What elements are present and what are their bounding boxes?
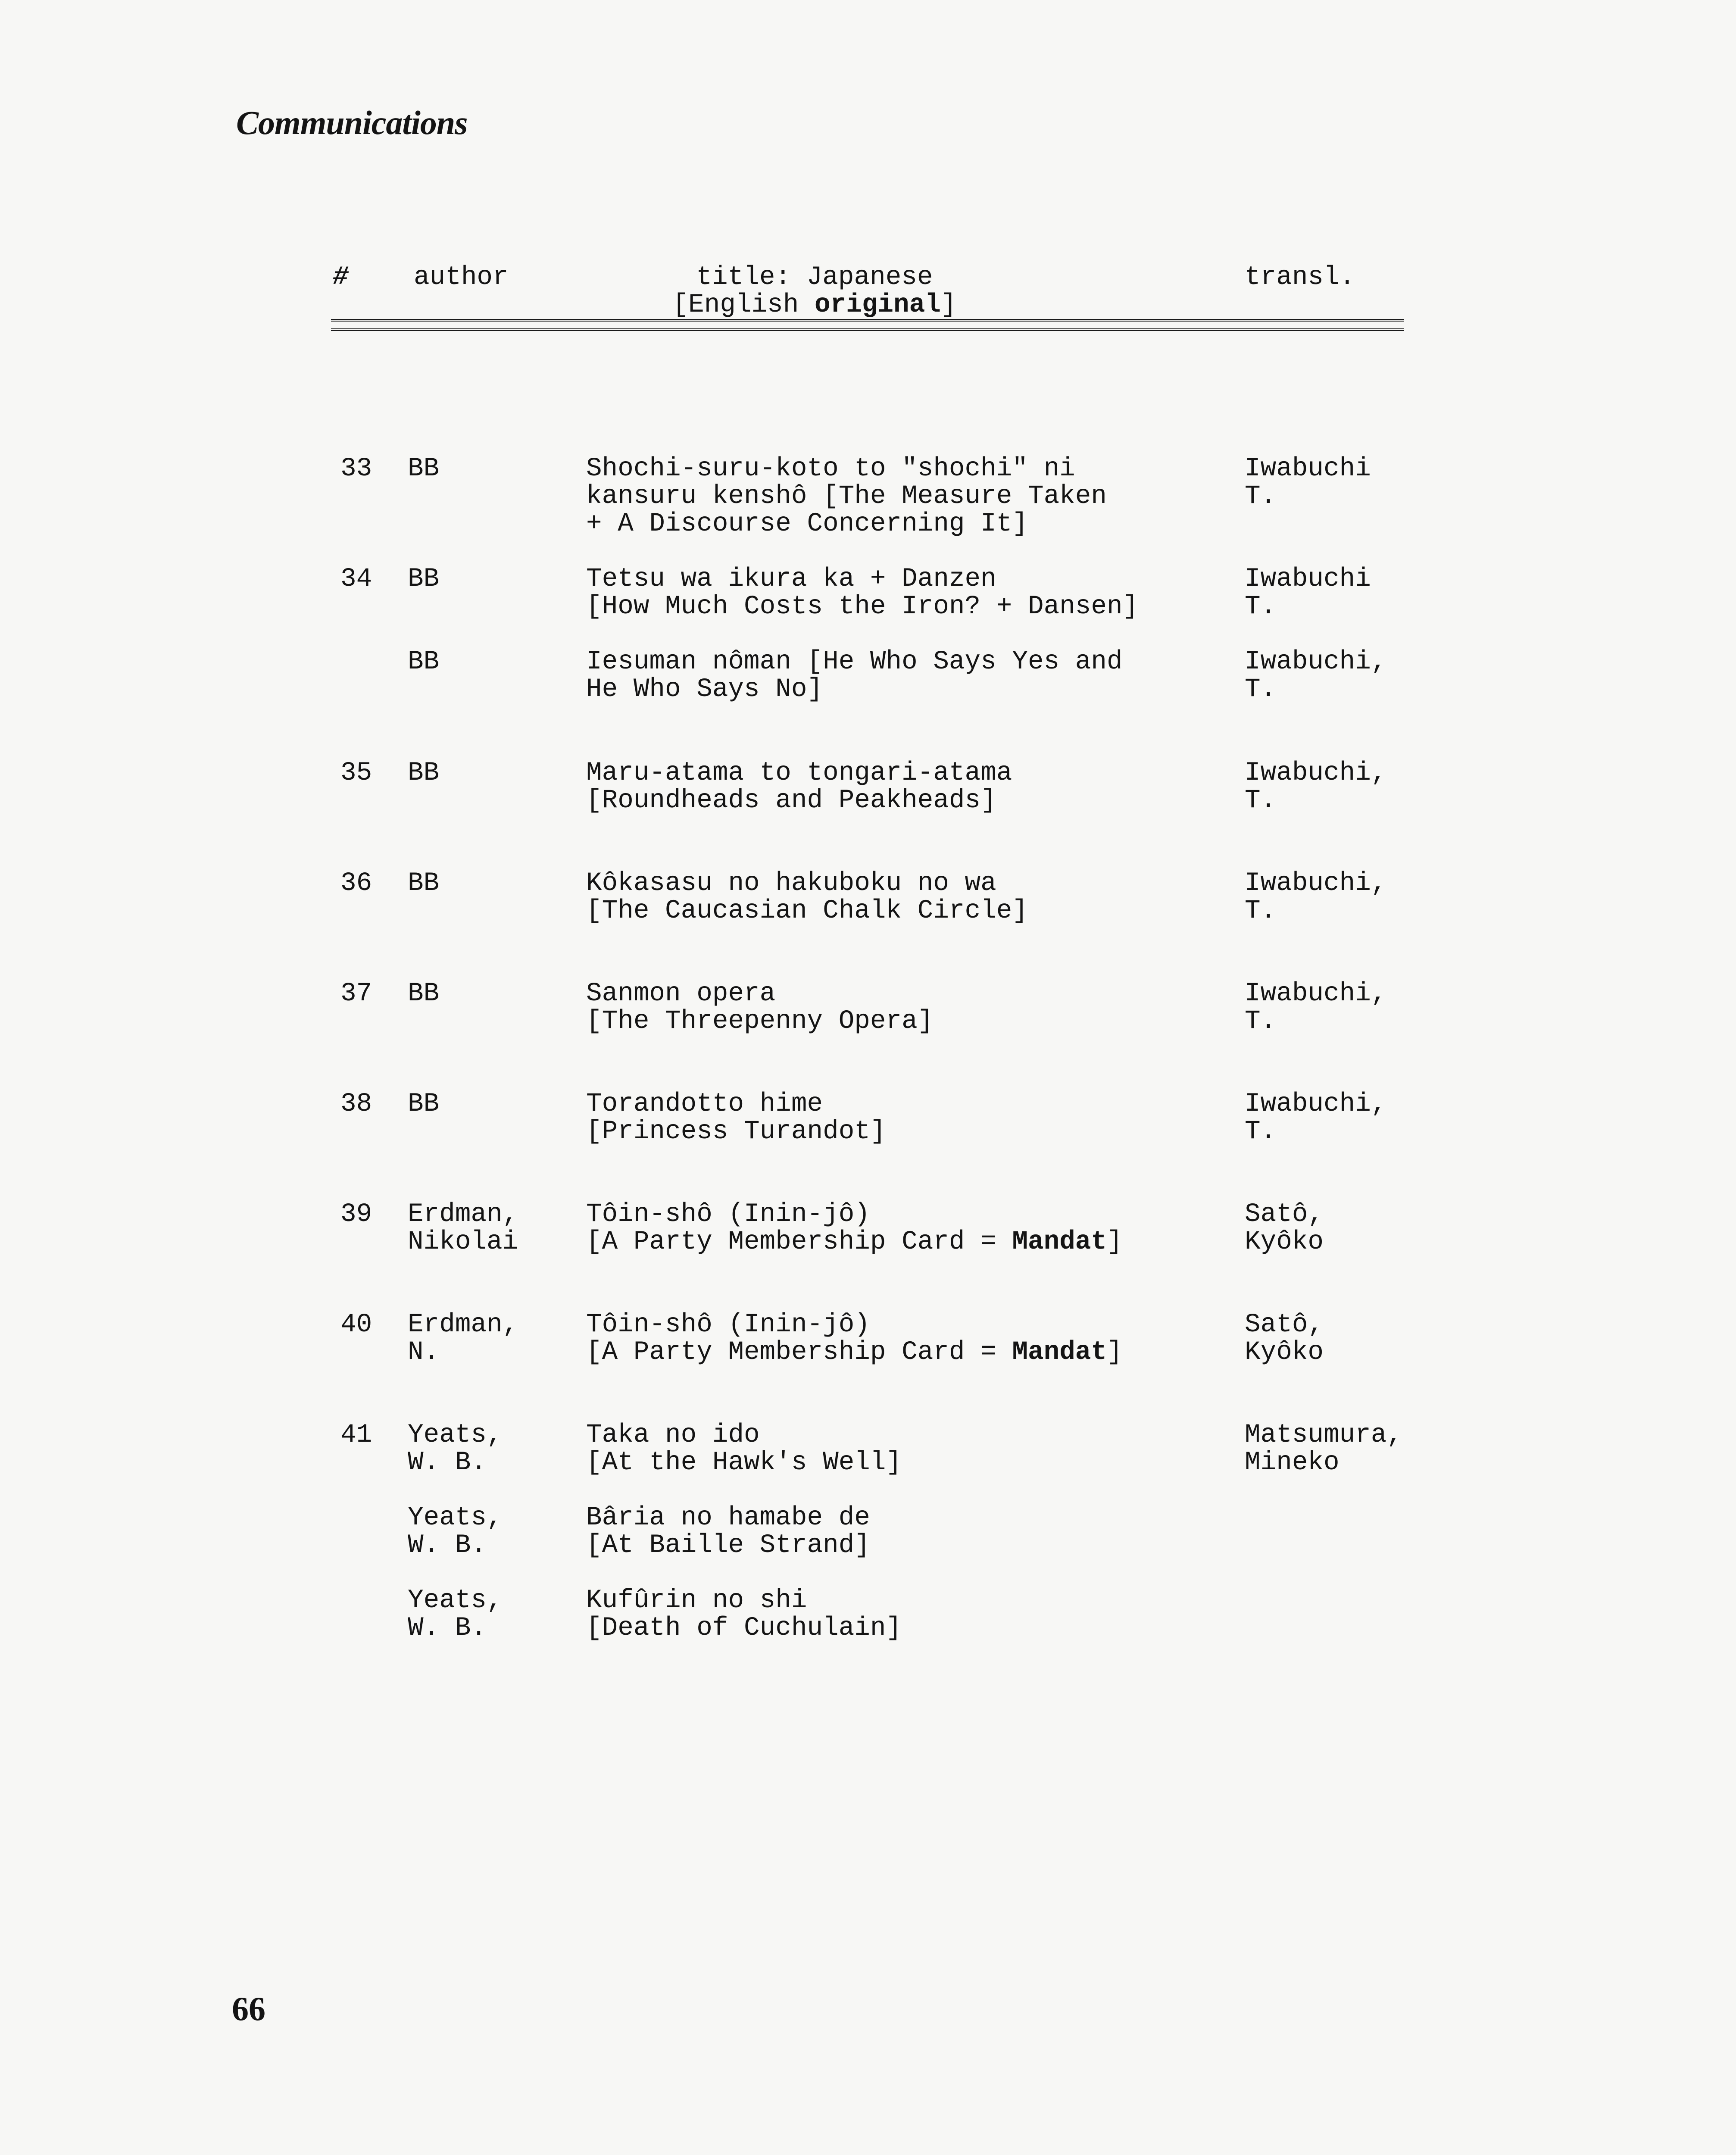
entry-author — [408, 565, 439, 593]
entry-title — [586, 455, 1107, 538]
table-row — [0, 565, 1736, 626]
column-header-translator: transl. — [1245, 262, 1355, 292]
entry-title-line2: kansuru kenshô [The Measure Taken — [586, 481, 1107, 511]
entry-translator-line1: Matsumura, — [1245, 1420, 1403, 1450]
entry-author — [408, 759, 439, 787]
entry-translator — [1245, 759, 1386, 815]
entry-title — [586, 870, 1028, 925]
entry-translator-line2: T. — [1245, 1006, 1277, 1036]
entry-translator — [1245, 870, 1386, 925]
entry-author — [408, 1201, 518, 1256]
entry-author-line1: BB — [408, 758, 440, 788]
running-head: Communications — [236, 104, 468, 141]
entry-title-line1: Maru-atama to tongari-atama — [586, 758, 1012, 788]
entry-title-line1: Kufûrin no shi — [586, 1586, 807, 1615]
entry-translator-line1: Iwabuchi — [1245, 564, 1371, 594]
entry-translator — [1245, 648, 1386, 703]
entry-author — [408, 1587, 503, 1642]
entry-translator-line2: T. — [1245, 1117, 1277, 1146]
entry-title-line2a: [A Party Membership Card = — [586, 1337, 1012, 1367]
entry-translator-line1: Iwabuchi, — [1245, 868, 1387, 898]
entry-translator — [1245, 980, 1386, 1035]
entry-author — [408, 870, 439, 897]
entry-author-line1: Erdman, — [408, 1310, 518, 1340]
entry-translator-line2: T. — [1245, 786, 1277, 815]
entry-title-line2: [At the Hawk's Well] — [586, 1448, 902, 1477]
entry-number: 33 — [340, 454, 372, 484]
table-row — [0, 454, 1736, 539]
entry-translator-line2: Kyôko — [1245, 1337, 1324, 1367]
entry-title-line1: Sanmon opera — [586, 979, 776, 1009]
column-header-author: author — [414, 262, 509, 292]
table-row — [0, 1504, 1736, 1565]
entry-title-line2: [The Caucasian Chalk Circle] — [586, 896, 1028, 926]
entry-title-line2: [Princess Turandot] — [586, 1117, 886, 1146]
entry-translator-line1: Iwabuchi, — [1245, 758, 1387, 788]
entry-author-line2: W. B. — [408, 1613, 487, 1643]
entry-title — [586, 1090, 886, 1146]
table-row — [0, 870, 1736, 930]
entry-author-line1: BB — [408, 647, 440, 677]
entry-title-line2: [The Threepenny Opera] — [586, 1006, 934, 1036]
entry-title-line2: [How Much Costs the Iron? + Dansen] — [586, 592, 1139, 622]
entry-translator-line1: Iwabuchi, — [1245, 1089, 1387, 1119]
entry-author-line2: N. — [408, 1337, 440, 1367]
column-header-title-line2a: [English — [672, 290, 815, 320]
table-row — [0, 648, 1736, 709]
entry-number: 36 — [340, 868, 372, 898]
entry-translator — [1245, 1090, 1386, 1146]
table-row — [0, 1421, 1736, 1482]
entry-title-line1: Tôin-shô (Inin-jô) — [586, 1199, 870, 1229]
entry-title — [586, 1587, 902, 1642]
entry-translator-line1: Iwabuchi, — [1245, 979, 1387, 1009]
entry-author-line1: Yeats, — [408, 1420, 503, 1450]
entry-author-line1: BB — [408, 454, 440, 484]
entry-author-line1: BB — [408, 564, 440, 594]
table-row — [0, 1311, 1736, 1371]
entry-title-line2: [At Baille Strand] — [586, 1530, 870, 1560]
entry-translator — [1245, 455, 1371, 510]
entry-number: 41 — [340, 1420, 372, 1450]
entry-title — [586, 759, 1012, 815]
entry-title-line2c: ] — [1107, 1227, 1123, 1257]
entry-author-line2: W. B. — [408, 1448, 487, 1477]
entry-title-line2: He Who Says No] — [586, 675, 823, 704]
entry-title-line1: Bâria no hamabe de — [586, 1503, 870, 1533]
entry-title-line2-bold: Mandat — [1012, 1337, 1107, 1367]
entry-title-line1: Iesuman nôman [He Who Says Yes and — [586, 647, 1123, 677]
entry-author-line1: BB — [408, 1089, 440, 1119]
entry-author — [408, 1504, 503, 1559]
column-header-title-line2c: ] — [940, 290, 957, 320]
entry-author-line1: Yeats, — [408, 1586, 503, 1615]
entry-title — [586, 980, 933, 1035]
entry-number: 34 — [340, 564, 372, 594]
entry-title-line3: + A Discourse Concerning It] — [586, 509, 1028, 539]
entry-translator — [1245, 565, 1371, 621]
entry-title — [586, 648, 1123, 703]
entry-title-line1: Kôkasasu no hakuboku no wa — [586, 868, 996, 898]
entry-number: 37 — [340, 979, 372, 1009]
entry-author — [408, 1090, 439, 1118]
entry-author — [408, 1421, 503, 1477]
entry-author — [408, 648, 439, 676]
entry-author-line1: Yeats, — [408, 1503, 503, 1533]
entry-title — [586, 565, 1138, 621]
table-row — [0, 1587, 1736, 1647]
entry-title-line1: Tôin-shô (Inin-jô) — [586, 1310, 870, 1340]
entry-title-line1: Shochi-suru-koto to "shochi" ni — [586, 454, 1075, 484]
page-number: 66 — [232, 1990, 265, 2027]
entry-title-line2c: ] — [1107, 1337, 1123, 1367]
entry-author — [408, 980, 439, 1008]
entry-translator-line2: Kyôko — [1245, 1227, 1324, 1257]
entry-author — [408, 1311, 518, 1366]
entry-title-line2: [Death of Cuchulain] — [586, 1613, 902, 1643]
column-header-number: # — [333, 262, 349, 292]
entry-translator — [1245, 1311, 1324, 1366]
entry-translator-line1: Iwabuchi, — [1245, 647, 1387, 677]
entry-number: 40 — [340, 1310, 372, 1340]
column-header-title-line1: title: Japanese — [696, 262, 933, 292]
entry-author-line2: W. B. — [408, 1530, 487, 1560]
entry-title-line2: [Roundheads and Peakheads] — [586, 786, 996, 815]
entry-number: 35 — [340, 758, 372, 788]
entry-translator-line2: T. — [1245, 592, 1277, 622]
entry-number: 38 — [340, 1089, 372, 1119]
entry-title-line1: Taka no ido — [586, 1420, 760, 1450]
entry-author-line1: Erdman, — [408, 1199, 518, 1229]
entry-number: 39 — [340, 1199, 372, 1229]
table-row — [0, 759, 1736, 820]
entry-translator — [1245, 1421, 1402, 1477]
entry-title-line1: Torandotto hime — [586, 1089, 823, 1119]
entry-translator-line1: Satô, — [1245, 1199, 1324, 1229]
entry-translator-line2: Mineko — [1245, 1448, 1339, 1477]
entry-author-line1: BB — [408, 868, 440, 898]
entry-translator-line2: T. — [1245, 675, 1277, 704]
entry-author-line1: BB — [408, 979, 440, 1009]
table-row — [0, 980, 1736, 1040]
entry-author-line2: Nikolai — [408, 1227, 518, 1257]
entry-translator-line1: Satô, — [1245, 1310, 1324, 1340]
entry-translator-line1: Iwabuchi — [1245, 454, 1371, 484]
entry-title-line2a: [A Party Membership Card = — [586, 1227, 1012, 1257]
entry-title-line1: Tetsu wa ikura ka + Danzen — [586, 564, 996, 594]
entry-title — [586, 1504, 870, 1559]
entry-title — [586, 1421, 902, 1477]
table-row — [0, 1201, 1736, 1261]
column-header-title-line2b: original — [815, 290, 941, 320]
entry-translator — [1245, 1201, 1324, 1256]
entry-translator-line2: T. — [1245, 481, 1277, 511]
entry-translator-line2: T. — [1245, 896, 1277, 926]
entry-author — [408, 455, 439, 483]
table-row — [0, 1090, 1736, 1151]
entry-title — [586, 1201, 1123, 1256]
entry-title — [586, 1311, 1123, 1366]
entry-title-line2-bold: Mandat — [1012, 1227, 1107, 1257]
